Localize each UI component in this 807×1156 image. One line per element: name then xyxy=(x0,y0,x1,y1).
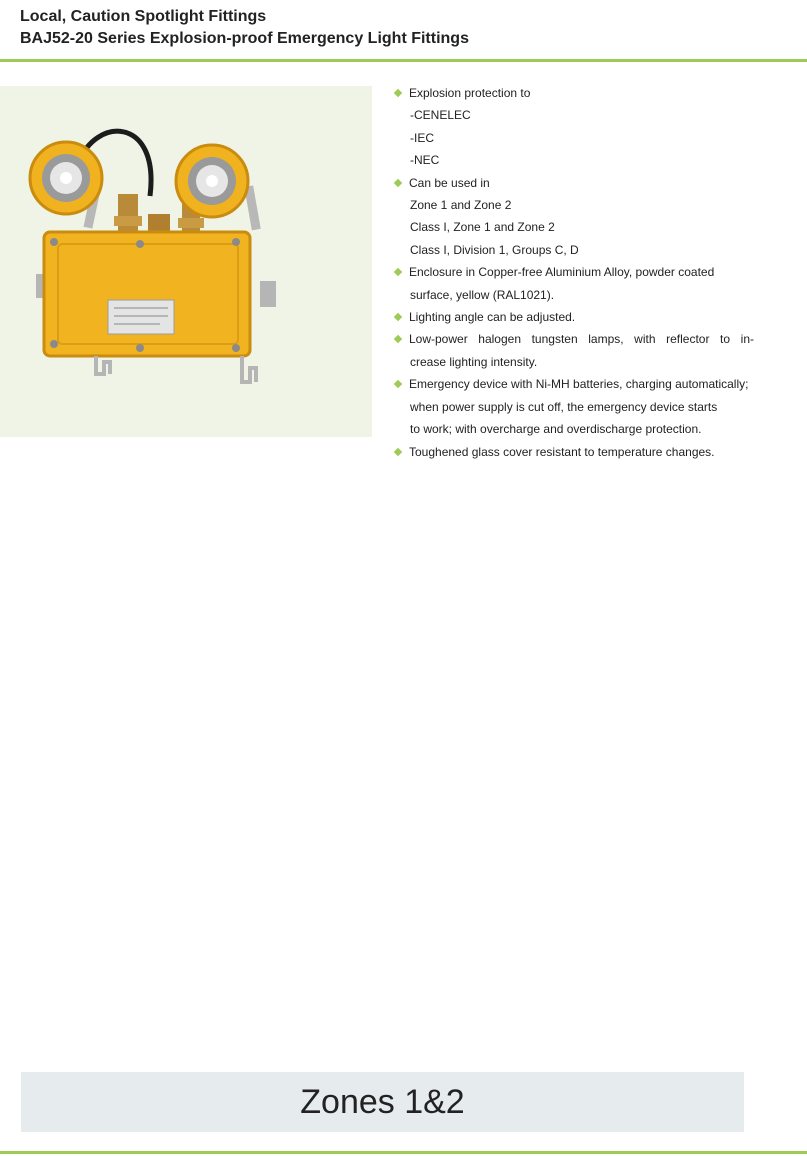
page-title-line1: Local, Caution Spotlight Fittings xyxy=(20,8,267,25)
diamond-bullet-icon xyxy=(394,335,402,343)
feature-text: -NEC xyxy=(410,153,440,168)
feature-item xyxy=(394,82,754,104)
feature-list xyxy=(394,82,754,463)
feature-text: Zone 1 and Zone 2 xyxy=(410,198,512,213)
diamond-bullet-icon xyxy=(394,268,402,276)
product-photo xyxy=(0,86,372,437)
feature-item xyxy=(394,306,754,328)
diamond-bullet-icon xyxy=(394,380,402,388)
bottom-divider xyxy=(0,1151,807,1154)
feature-continuation xyxy=(394,284,754,306)
page-header xyxy=(20,6,469,50)
feature-item xyxy=(394,441,754,463)
feature-item xyxy=(394,328,754,350)
feature-text: Class I, Division 1, Groups C, D xyxy=(410,242,579,257)
page-title-line2: BAJ52-20 Series Explosion-proof Emergency Light Fittings xyxy=(20,30,469,47)
feature-subitem xyxy=(394,127,754,149)
feature-subitem xyxy=(394,194,754,216)
feature-text: Enclosure in Copper-free Aluminium Alloy, powder coated xyxy=(409,265,715,280)
feature-text: Low-power halogen tungsten lamps, with reflector to in- xyxy=(409,332,754,347)
feature-subitem xyxy=(394,149,754,171)
diamond-bullet-icon xyxy=(394,178,402,186)
feature-text: -IEC xyxy=(410,130,434,145)
feature-text: Explosion protection to xyxy=(409,86,531,100)
diamond-bullet-icon xyxy=(394,313,402,321)
feature-subitem xyxy=(394,239,754,261)
feature-text: Lighting angle can be adjusted. xyxy=(409,310,576,325)
feature-continuation xyxy=(394,418,754,440)
diamond-bullet-icon xyxy=(394,89,402,97)
feature-item xyxy=(394,373,754,395)
feature-text: Toughened glass cover resistant to temperature changes. xyxy=(409,444,715,459)
feature-subitem xyxy=(394,104,754,126)
feature-text: Class I, Zone 1 and Zone 2 xyxy=(410,220,555,235)
top-divider xyxy=(0,59,807,62)
zones-banner xyxy=(21,1072,744,1132)
feature-text: when power supply is cut off, the emergency device starts xyxy=(410,399,718,414)
diamond-bullet-icon xyxy=(394,447,402,455)
feature-continuation xyxy=(394,351,754,373)
feature-item xyxy=(394,172,754,194)
emergency-light-illustration xyxy=(0,86,372,437)
feature-continuation xyxy=(394,396,754,418)
feature-text: Can be used in xyxy=(409,175,490,190)
feature-text: -CENELEC xyxy=(410,108,471,123)
feature-text: surface, yellow (RAL1021). xyxy=(410,287,555,302)
feature-item xyxy=(394,261,754,283)
feature-text: crease lighting intensity. xyxy=(410,354,538,369)
feature-text: to work; with overcharge and overdischarge protection. xyxy=(410,422,702,437)
zones-label: Zones 1&2 xyxy=(300,1083,465,1121)
feature-subitem xyxy=(394,216,754,238)
feature-text: Emergency device with Ni-MH batteries, charging automatically; xyxy=(409,377,749,392)
